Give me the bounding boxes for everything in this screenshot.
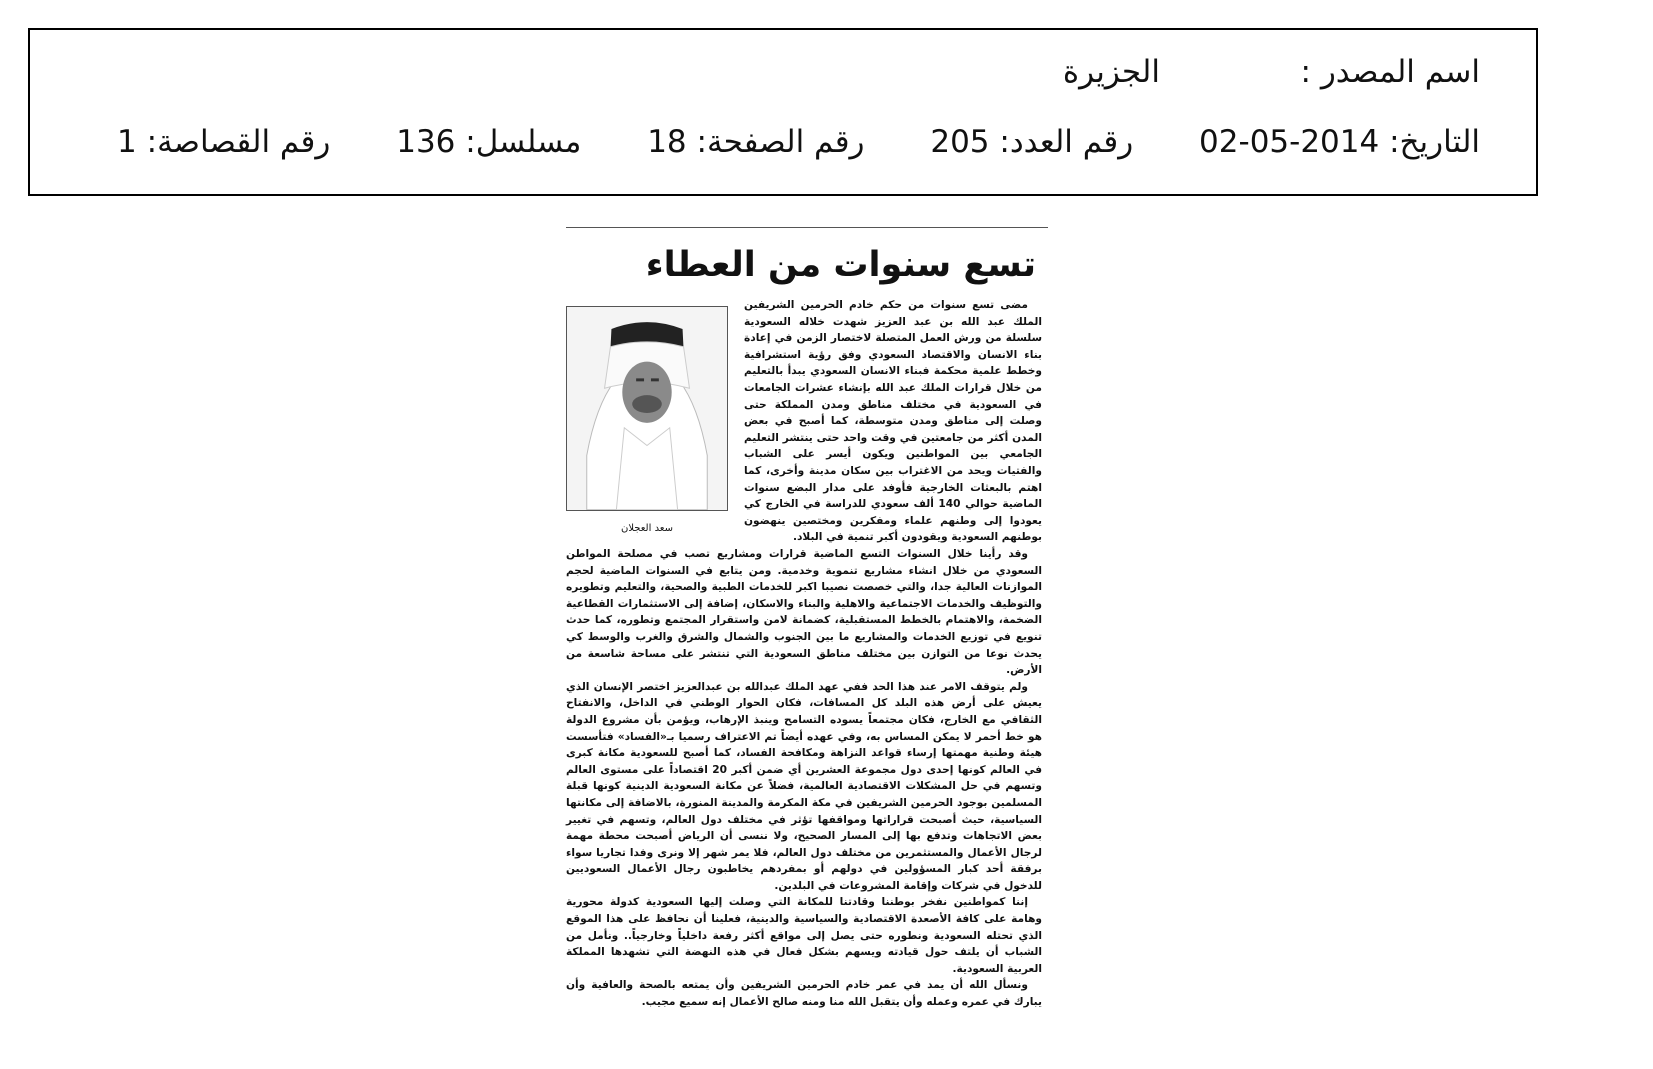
issue-number-field: رقم العدد: 205: [930, 124, 1134, 160]
source-label: اسم المصدر :: [1300, 54, 1480, 90]
article-paragraph: وقد رأينا خلال السنوات التسع الماضية قرارات ومشاريع تصب في مصلحة المواطن السعودي من خلال انشاء مشاريع تنموية وخدمية. ومن يتابع في السنوات الماضية لحجم الموازنات العالية جدا، والتي خصصت نصيبا اكبر للخدمات الطبية والصحية، والتعليم وتطويره والتوظيف والخدمات الاجتماعية والاهلية والبناء والاسكان، إضافة إلى الاستثمارات القطاعية الضخمة، والاهتمام بالخطط المستقبلية، كضمانة لامن واستقرار المجتمع وتطوره، كما حدث تنويع في توزيع الخدمات والمشاريع ما بين الجنوب والشمال والشرق والغرب والوسط كي يحدث نوعا من التوازن بين مختلف مناطق السعودية التي تنتشر على مساحة شاسعة من الأرض.: [566, 548, 1042, 677]
source-value: الجزيرة: [1062, 54, 1160, 90]
author-photo: [566, 306, 728, 511]
serial-field: مسلسل: 136: [396, 124, 582, 160]
article-body: [566, 546, 1042, 1011]
photo-caption: سعد العجلان: [620, 523, 674, 534]
page-number-field: رقم الصفحة: 18: [647, 124, 865, 160]
article-paragraph: مضى تسع سنوات من حكم خادم الحرمين الشريفين الملك عبد الله بن عبد العزيز شهدت خلاله السعودية سلسلة من ورش العمل المتصلة لاختصار الزمن في إعادة بناء الانسان والاقتصاد السعودي وفق رؤية استشرافية وخطط علمية محكمة فبناء الانسان السعودي يبدأ بالتعليم من خلال قرارات الملك عبد الله بإنشاء عشرات الجامعات في السعودية في مختلف مناطق ومدن المملكة حتى وصلت إلى مناطق ومدن متوسطة، كما أصبح في بعض المدن أكثر من جامعتين في وقت واحد حتى ينتشر التعليم الجامعي بين المواطنين ويكون أيسر على الشباب والفتيات ويحد من الاغتراب بين سكان مدينة وأخرى، كما اهتم بالبعثات الخارجية فأوفد على مدار البضع سنوات الماضية حوالي 140 ألف سعودي للدراسة في الخارج كي يعودوا إلى وطنهم علماء ومفكرين ومختصين ينهضون بوطنهم السعودية ويقودون أكبر تنمية في البلاد.: [744, 299, 1042, 544]
article-paragraph: إننا كمواطنين نفخر بوطننا وقادتنا للمكانة التي وصلت إليها السعودية كدولة محورية وهامة على كافة الأصعدة الاقتصادية والسياسية والدينية، فعلينا أن نحافظ على هذا الموقع الذي تحتله السعودية ونطوره حتى يصل إلى مواقع أكثر رفعة داخلياً وخارجياً.. ونأمل من الشباب أن يلتف حول قيادته ويسهم بشكل فعال في هذه النهضة التي تشهدها المملكة العربية السعودية.: [566, 896, 1042, 975]
article-headline: تسع سنوات من العطاء: [645, 245, 1036, 285]
article-paragraph: ونسأل الله أن يمد في عمر خادم الحرمين الشريفين وأن يمتعه بالصحة والعافية وأن يبارك في عمره وعمله وأن يتقبل الله منا ومنه صالح الأعمال إنه سميع مجيب.: [566, 979, 1042, 1009]
article-intro-column: [744, 297, 1042, 546]
top-rule: [566, 227, 1048, 228]
article-paragraph: ولم يتوقف الامر عند هذا الحد ففي عهد الملك عبدالله بن عبدالعزيز اختصر الإنسان الذي يعيش على أرض هذه البلد كل المسافات، فكان الحوار الوطني في الداخل، والانفتاح الثقافي مع الخارج، فكان مجتمعاً يسوده التسامح وينبذ الإرهاب، ويؤمن بأن مشروع الدولة هو خط أحمر لا يمكن المساس به، وفي عهده أيضاً تم الاعتراف رسميا بـ«الفساد» فتأسست هيئة وطنية مهمتها إرساء قواعد النزاهة ومكافحة الفساد، كما أصبح للسعودية مكانة كبرى في العالم كونها إحدى دول مجموعة العشرين أي ضمن أكبر 20 اقتصاداً على مستوى العالم وتسهم في حل المشكلات الاقتصادية العالمية، فضلاً عن مكانة السعودية الدينية كونها قبلة المسلمين بوجود الحرمين الشريفين في مكة المكرمة والمدينة المنورة، بالاضافة إلى مكانتها السياسية، حيث أصبحت قراراتها ومواقفها تؤثر في مختلف دول العالم، وتسهم في تغيير بعض الاتجاهات وتدفع بها إلى المسار الصحيح، ولا ننسى أن الرياض أصبحت محطة مهمة لرجال الأعمال والمستثمرين من مختلف دول العالم، فلا يمر شهر إلا ونرى وفدا تجاريا سواء برفقة أحد كبار المسؤولين في دولهم أو بمفردهم يخاطبون رجال الأعمال السعوديين للدخول في شركات وإقامة المشروعات في البلدين.: [566, 680, 1043, 892]
clipping-metadata-box: [28, 28, 1538, 196]
clip-number-field: رقم القصاصة: 1: [117, 124, 331, 160]
metadata-row: [61, 122, 1480, 162]
date-field: التاريخ: 2014-05-02: [1199, 124, 1480, 160]
newspaper-clipping: [566, 227, 1048, 1009]
author-portrait-image: [567, 307, 727, 510]
